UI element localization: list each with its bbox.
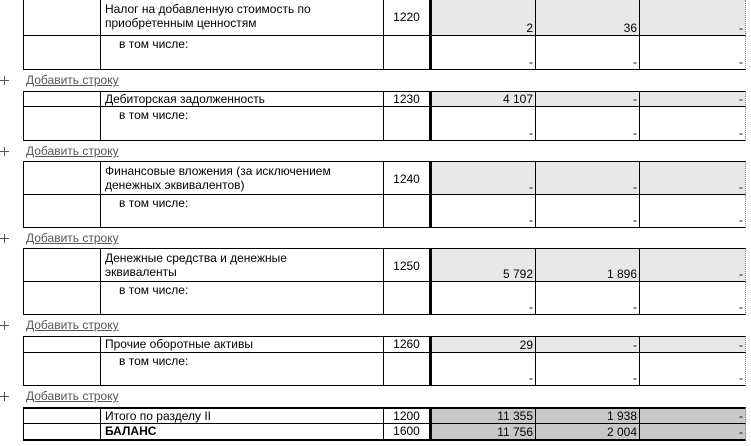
blank-cell [23,353,101,386]
value-text: 1 896 [606,267,637,281]
add-row-link[interactable]: Добавить строку [26,318,119,332]
value-text: - [529,371,533,385]
value-cell[interactable] [640,91,746,107]
value-cell[interactable] [536,282,640,315]
row-code: 1240 [384,161,430,195]
sub-label: в том числе: [101,36,384,70]
value-cell[interactable] [640,161,746,195]
blank-cell [384,107,430,141]
value-text: - [633,300,637,314]
blank-cell [384,36,430,70]
value-text: - [529,213,533,227]
value-text: - [633,180,637,194]
plus-icon[interactable] [0,234,9,243]
row-label [101,248,384,282]
value-text: - [739,338,743,352]
row-label-line: эквиваленты [105,265,177,279]
value-text: - [633,338,637,352]
blank-cell [23,282,101,315]
value-text: 36 [623,21,637,35]
value-cell[interactable] [536,36,640,70]
row-code: 1230 [384,91,430,107]
blank-cell [384,282,430,315]
value-text: - [633,92,637,106]
value-text: - [529,55,533,69]
value-cell[interactable] [536,353,640,386]
row-label: Дебиторская задолженность [101,91,384,107]
value-text: - [739,267,743,281]
blank-cell [23,407,101,424]
value-text: - [739,126,743,140]
value-text: 1 938 [606,409,637,423]
value-cell[interactable] [430,282,536,315]
value-cell[interactable] [640,282,746,315]
value-cell[interactable] [430,107,536,141]
plus-icon[interactable] [0,392,9,401]
row-label-line: Финансовые вложения (за исключением [105,164,331,178]
row-label-line: денежных эквивалентов) [105,178,245,192]
value-text: - [529,126,533,140]
value-text: - [739,92,743,106]
value-text: 4 107 [502,92,533,106]
total-value-cell [536,424,640,441]
row-code: 1220 [384,0,430,36]
blank-cell [23,424,101,441]
value-cell[interactable] [640,107,746,141]
sub-label: в том числе: [101,282,384,315]
value-cell[interactable] [640,248,746,282]
total-value-cell [640,424,746,441]
balance-code: 1600 [384,424,430,441]
total-label: Итого по разделу II [101,407,384,424]
add-row-link[interactable]: Добавить строку [26,144,119,158]
row-code: 1260 [384,336,430,353]
row-label [101,161,384,195]
balance-label: БАЛАНС [101,424,384,441]
row-label-line: приобретенным ценностям [105,16,257,30]
value-text: - [739,409,743,423]
value-text: 11 756 [497,425,533,439]
value-cell[interactable] [536,0,640,36]
value-cell[interactable] [430,336,536,353]
value-text: - [633,213,637,227]
value-text: - [739,213,743,227]
row-label-line: Налог на добавленную стоимость по [105,2,311,16]
row-label: Прочие оборотные активы [101,336,384,353]
value-text: - [739,371,743,385]
value-cell[interactable] [430,195,536,228]
value-cell[interactable] [640,195,746,228]
value-text: 2 [526,21,533,35]
row-code: 1250 [384,248,430,282]
add-row-link[interactable]: Добавить строку [26,389,119,403]
value-text: - [633,126,637,140]
value-cell[interactable] [536,161,640,195]
total-value-cell [430,407,536,424]
value-cell[interactable] [640,0,746,36]
add-row-link[interactable]: Добавить строку [26,73,119,87]
blank-cell [23,336,101,353]
sub-label: в том числе: [101,107,384,141]
value-cell[interactable] [430,353,536,386]
value-cell[interactable] [640,353,746,386]
value-text: - [633,371,637,385]
blank-cell [23,107,101,141]
value-cell[interactable] [536,195,640,228]
value-text: - [739,300,743,314]
value-cell[interactable] [430,91,536,107]
value-text: - [739,425,743,439]
value-text: - [739,180,743,194]
plus-icon[interactable] [0,147,9,156]
value-cell[interactable] [430,36,536,70]
blank-cell [23,248,101,282]
value-cell[interactable] [430,161,536,195]
total-value-cell [640,407,746,424]
blank-cell [23,36,101,70]
value-text: 5 792 [502,267,533,281]
sub-label: в том числе: [101,195,384,228]
add-row-link[interactable]: Добавить строку [26,231,119,245]
plus-icon[interactable] [0,321,9,330]
total-code: 1200 [384,407,430,424]
row-label-line: Денежные средства и денежные [105,251,287,265]
blank-cell [23,195,101,228]
value-text: 29 [519,338,533,352]
value-cell[interactable] [536,107,640,141]
value-text: - [633,55,637,69]
blank-cell [23,91,101,107]
value-text: - [529,180,533,194]
value-text: 11 355 [497,409,533,423]
value-text: - [739,55,743,69]
blank-cell [384,195,430,228]
value-cell[interactable] [536,336,640,353]
value-cell[interactable] [640,336,746,353]
value-text: - [739,21,743,35]
row-label [101,0,384,36]
total-value-cell [430,424,536,441]
value-cell[interactable] [536,248,640,282]
value-text: - [529,300,533,314]
blank-cell [23,161,101,195]
value-cell[interactable] [536,91,640,107]
blank-cell [23,0,101,36]
blank-cell [384,353,430,386]
value-cell[interactable] [430,248,536,282]
value-cell[interactable] [430,0,536,36]
plus-icon[interactable] [0,76,9,85]
value-cell[interactable] [640,36,746,70]
total-value-cell [536,407,640,424]
sub-label: в том числе: [101,353,384,386]
value-text: 2 004 [606,425,637,439]
